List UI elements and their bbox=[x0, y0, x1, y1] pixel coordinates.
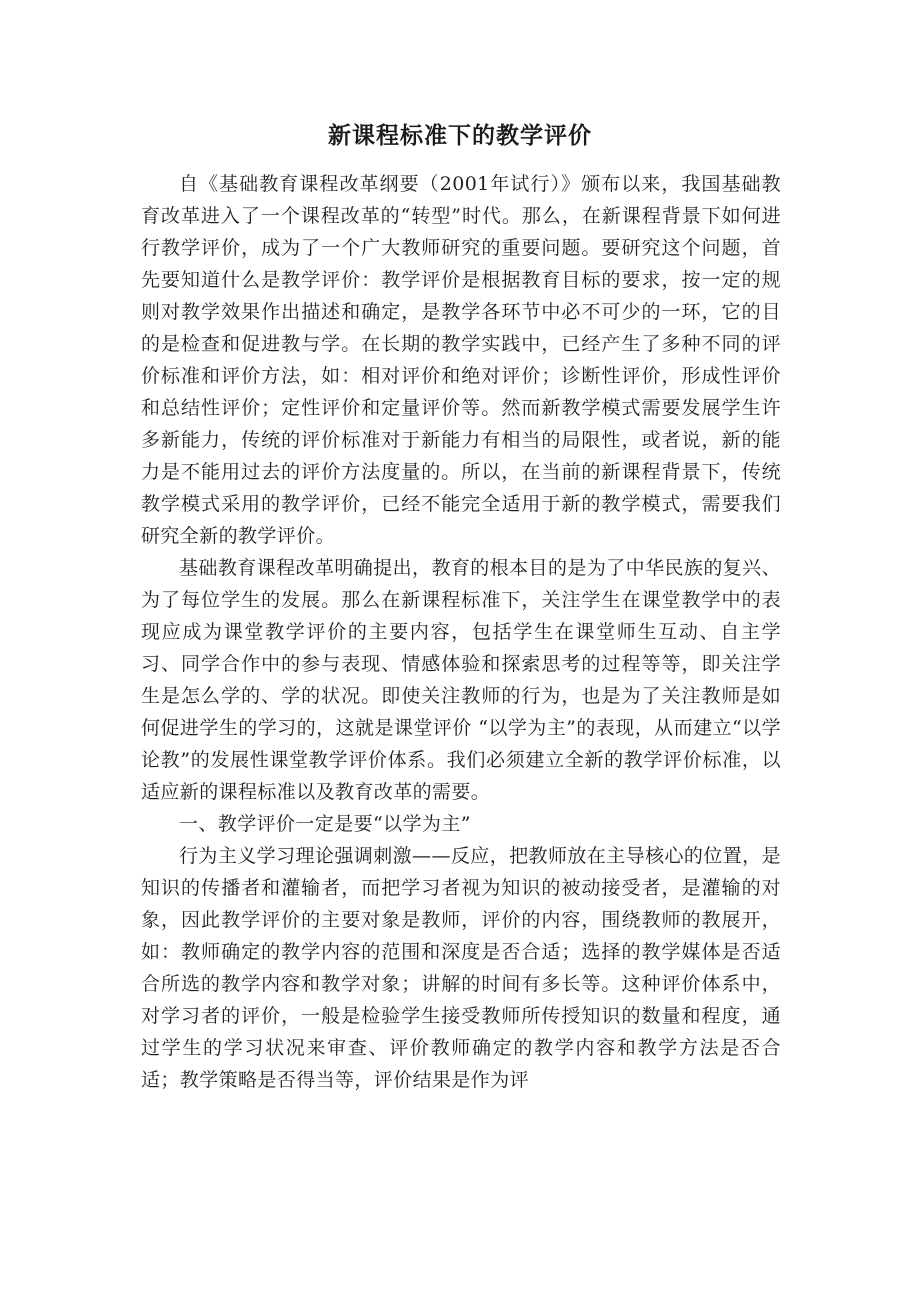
paragraph-behaviorism: 行为主义学习理论强调刺激——反应，把教师放在主导核心的位置，是知识的传播者和灌输者，而把学习者视为知识的被动接受者，是灌输的对象，因此教学评价的主要对象是教师，评价的内容，围绕教师的教展开，如：教师确定的教学内容的范围和深度是否合适；选择的教学媒体是否适合所选的教学内容和教学对象；讲解的时间有多长等。这种评价体系中，对学习者的评价，一般是检验学生接受教师所传授知识的数量和程度，通过学生的学习状况来审查、评价教师确定的教学内容和教学方法是否合适；教学策略是否得当等，评价结果是作为评 bbox=[141, 845, 781, 1091]
section-heading-1: 一、教学评价一定是要“以学为主” bbox=[179, 813, 471, 835]
document-body bbox=[141, 168, 781, 1096]
page-title: 新课程标准下的教学评价 bbox=[328, 123, 592, 149]
paragraph-intro: 自《基础教育课程改革纲要（2001年试行）》颁布以来，我国基础教育改革进入了一个课程改革的“转型”时代。那么，在新课程背景下如何进行教学评价，成为了一个广大教师研究的重要问题。要研究这个问题，首先要知道什么是教学评价：教学评价是根据教育目标的要求，按一定的规则对教学效果作出描述和确定，是教学各环节中必不可少的一环，它的目的是检查和促进教与学。在长期的教学实践中，已经产生了多种不同的评价标准和评价方法，如：相对评价和绝对评价；诊断性评价，形成性评价和总结性评价；定性评价和定量评价等。然而新教学模式需要发展学生许多新能力，传统的评价标准对于新能力有相当的局限性，或者说，新的能力是不能用过去的评价方法度量的。所以，在当前的新课程背景下，传统教学模式采用的教学评价，已经不能完全适用于新的教学模式，需要我们研究全新的教学评价。 bbox=[141, 173, 781, 547]
paragraph-reform: 基础教育课程改革明确提出，教育的根本目的是为了中华民族的复兴、为了每位学生的发展。那么在新课程标准下，关注学生在课堂教学中的表现应成为课堂教学评价的主要内容，包括学生在课堂师生互动、自主学习、同学合作中的参与表现、情感体验和探索思考的过程等等，即关注学生是怎么学的、学的状况。即使关注教师的行为，也是为了关注教师是如何促进学生的学习的，这就是课堂评价 “以学为主”的表现，从而建立“以学论教”的发展性课堂教学评价体系。我们必须建立全新的教学评价标准，以适应新的课程标准以及教育改革的需要。 bbox=[141, 557, 781, 803]
